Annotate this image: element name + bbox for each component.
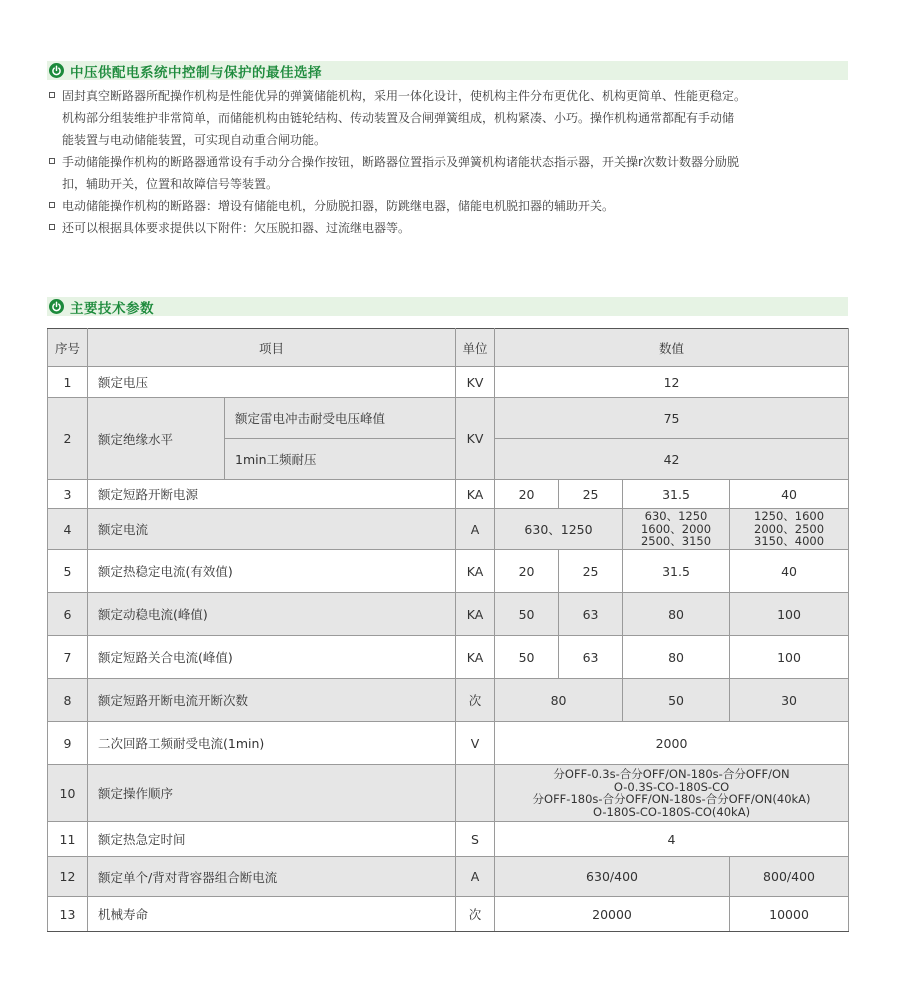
table-row xyxy=(48,765,849,822)
cell-subitem: 额定雷电冲击耐受电压峰值 xyxy=(225,398,456,439)
cell-no: 6 xyxy=(48,593,88,636)
section-header-features xyxy=(47,61,848,80)
cell-value: 50 xyxy=(623,679,730,722)
cell-item: 额定操作顺序 xyxy=(88,765,456,822)
cell-value: 100 xyxy=(730,593,849,636)
list-item: 机构部分组装维护非常简单，而储能机构由链轮结构、传动装置及合闸弹簧组成，机构紧凑、小巧。操作机构通常都配有手动储 xyxy=(62,111,735,125)
cell-unit: KV xyxy=(456,367,495,398)
cell-value: 75 xyxy=(495,398,849,439)
list-item: 扣，辅助开关，位置和故障信号等装置。 xyxy=(62,177,279,191)
table-row xyxy=(48,897,849,932)
cell-no: 9 xyxy=(48,722,88,765)
cell-item: 额定短路开断电源 xyxy=(88,480,456,509)
table-row xyxy=(48,857,849,897)
table-row xyxy=(48,480,849,509)
cell-no: 10 xyxy=(48,765,88,822)
cell-value: 630、1250 xyxy=(495,509,623,550)
cell-value: 20 xyxy=(495,550,559,593)
cell-unit: A xyxy=(456,509,495,550)
cell-no: 4 xyxy=(48,509,88,550)
power-icon xyxy=(49,299,64,314)
cell-subitem: 1min工频耐压 xyxy=(225,439,456,480)
list-item: 能装置与电动储能装置，可实现自动重合闸功能。 xyxy=(62,133,327,147)
cell-unit xyxy=(456,765,495,822)
list-item: 手动储能操作机构的断路器通常设有手动分合操作按钮，断路器位置指示及弹簧机构诸能状态指示器，开关操r次数计数器分励脱 xyxy=(49,151,869,173)
header-value: 数值 xyxy=(495,329,849,367)
cell-item: 额定单个/背对背容器组合断电流 xyxy=(88,857,456,897)
cell-value: 100 xyxy=(730,636,849,679)
cell-value: 40 xyxy=(730,480,849,509)
section-title: 主要技术参数 xyxy=(70,300,154,317)
list-item: 还可以根据具体要求提供以下附件：欠压脱扣器、过流继电器等。 xyxy=(49,217,869,239)
header-no: 序号 xyxy=(48,329,88,367)
table-header-row xyxy=(48,329,849,367)
cell-value: 20000 xyxy=(495,897,730,932)
cell-value: 10000 xyxy=(730,897,849,932)
table-row xyxy=(48,367,849,398)
cell-item: 额定动稳电流(峰值) xyxy=(88,593,456,636)
cell-no: 12 xyxy=(48,857,88,897)
cell-unit: S xyxy=(456,822,495,857)
cell-item: 额定绝缘水平 xyxy=(88,398,225,480)
cell-item: 额定电流 xyxy=(88,509,456,550)
list-item: 电动储能操作机构的断路器：增设有储能电机，分励脱扣器，防跳继电器，储能电机脱扣器的辅助开关。 xyxy=(49,195,869,217)
cell-value: 42 xyxy=(495,439,849,480)
table-row xyxy=(48,636,849,679)
cell-value: 50 xyxy=(495,636,559,679)
table-row xyxy=(48,679,849,722)
header-unit: 单位 xyxy=(456,329,495,367)
list-item: 固封真空断路器所配操作机构是性能优异的弹簧储能机构，采用一体化设计，使机构主件分布更优化、机构更简单、性能更稳定。 xyxy=(49,85,869,107)
cell-item: 额定短路开断电流开断次数 xyxy=(88,679,456,722)
cell-value: 80 xyxy=(495,679,623,722)
cell-value: 31.5 xyxy=(623,480,730,509)
square-bullet-icon xyxy=(49,202,55,208)
cell-value: 63 xyxy=(559,636,623,679)
cell-no: 13 xyxy=(48,897,88,932)
cell-value: 80 xyxy=(623,636,730,679)
header-item: 项目 xyxy=(88,329,456,367)
cell-item: 额定热稳定电流(有效值) xyxy=(88,550,456,593)
cell-value: 40 xyxy=(730,550,849,593)
cell-value: 50 xyxy=(495,593,559,636)
cell-unit: A xyxy=(456,857,495,897)
spec-table xyxy=(47,328,849,932)
cell-unit: KA xyxy=(456,636,495,679)
table-row xyxy=(48,722,849,765)
cell-unit: V xyxy=(456,722,495,765)
cell-value: 1250、1600 2000、2500 3150、4000 xyxy=(730,509,849,550)
cell-item: 额定热急定时间 xyxy=(88,822,456,857)
feature-list xyxy=(49,85,869,239)
table-row xyxy=(48,550,849,593)
cell-value: 20 xyxy=(495,480,559,509)
cell-unit: KA xyxy=(456,550,495,593)
cell-value: 80 xyxy=(623,593,730,636)
square-bullet-icon xyxy=(49,158,55,164)
table-row xyxy=(48,398,849,439)
cell-value: 630、1250 1600、2000 2500、3150 xyxy=(623,509,730,550)
cell-unit: 次 xyxy=(456,679,495,722)
cell-value: 31.5 xyxy=(623,550,730,593)
cell-item: 机械寿命 xyxy=(88,897,456,932)
cell-no: 3 xyxy=(48,480,88,509)
square-bullet-icon xyxy=(49,224,55,230)
section-title: 中压供配电系统中控制与保护的最佳选择 xyxy=(70,64,322,81)
cell-no: 8 xyxy=(48,679,88,722)
cell-unit: KV xyxy=(456,398,495,480)
cell-value: 2000 xyxy=(495,722,849,765)
cell-value: 4 xyxy=(495,822,849,857)
cell-value: 30 xyxy=(730,679,849,722)
cell-no: 11 xyxy=(48,822,88,857)
cell-value: 25 xyxy=(559,550,623,593)
table-row xyxy=(48,822,849,857)
cell-unit: KA xyxy=(456,593,495,636)
cell-item: 额定短路关合电流(峰值) xyxy=(88,636,456,679)
cell-unit: 次 xyxy=(456,897,495,932)
cell-value: 12 xyxy=(495,367,849,398)
power-icon xyxy=(49,63,64,78)
cell-value: 630/400 xyxy=(495,857,730,897)
table-row xyxy=(48,593,849,636)
cell-value: 800/400 xyxy=(730,857,849,897)
cell-value: 63 xyxy=(559,593,623,636)
table-row xyxy=(48,509,849,550)
cell-no: 5 xyxy=(48,550,88,593)
cell-no: 1 xyxy=(48,367,88,398)
square-bullet-icon xyxy=(49,92,55,98)
cell-no: 7 xyxy=(48,636,88,679)
section-header-specs xyxy=(47,297,848,316)
cell-value: 分OFF-0.3s-合分OFF/ON-180s-合分OFF/ON O-0.3S-CO-180S-CO 分OFF-180s-合分OFF/ON-180s-合分OFF/ON(40kA) O-180S-CO-180S-CO(40kA) xyxy=(495,765,849,822)
cell-unit: KA xyxy=(456,480,495,509)
cell-item: 额定电压 xyxy=(88,367,456,398)
cell-item: 二次回路工频耐受电流(1min) xyxy=(88,722,456,765)
cell-no: 2 xyxy=(48,398,88,480)
cell-value: 25 xyxy=(559,480,623,509)
